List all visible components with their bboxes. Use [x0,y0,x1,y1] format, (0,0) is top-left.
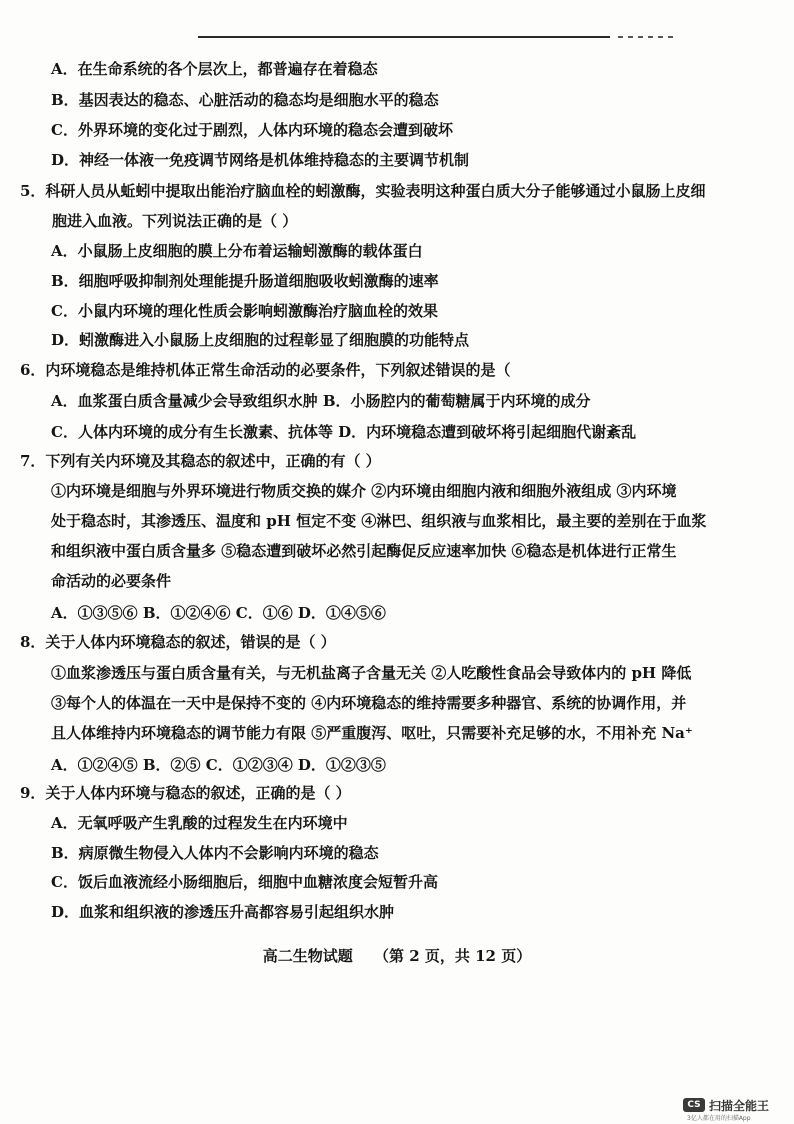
question-9-option-d: D．血浆和组织液的渗透压升高都容易引起组织水肿 [51,903,395,921]
question-9-option-c: C．饭后血液流经小肠细胞后，细胞中血糖浓度会短暂升高 [51,873,438,891]
question-7-options: A．①③⑤⑥ B．①②④⑥ C．①⑥ D．①④⑤⑥ [51,604,386,622]
option-line: C．外界环境的变化过于剧烈，人体内环境的稳态会遭到破坏 [51,121,453,139]
question-7-statements: 和组织液中蛋白质含量多 ⑤稳态遭到破坏必然引起酶促反应速率加快 ⑥稳态是机体进行正常生 [51,542,677,560]
watermark-app-name: 扫描全能王 [709,1099,770,1113]
watermark-tagline: 3亿人都在用的扫描App [687,1115,751,1122]
scanner-watermark [683,1098,787,1122]
question-5-option-d: D．蚓激酶进入小鼠肠上皮细胞的过程彰显了细胞膜的功能特点 [51,331,470,349]
page-footer [0,946,794,966]
question-9-option-b: B．病原微生物侵入人体内不会影响内环境的稳态 [51,844,379,862]
question-7-statements: 处于稳态时，其渗透压、温度和 pH 恒定不变 ④淋巴、组织液与血浆相比，最主要的差别在于血浆 [51,512,707,530]
header-rule-dashes [618,36,678,38]
question-6-options-cd: C．人体内环境的成分有生长激素、抗体等 D．内环境稳态遭到破坏将引起细胞代谢紊乱 [51,423,637,441]
footer-subject: 高二生物试题 [262,947,353,965]
footer-page-number: （第 2 页，共 12 页） [374,947,532,965]
question-7-statements: ①内环境是细胞与外界环境进行物质交换的媒介 ②内环境由细胞内液和细胞外液组成 ③内环境 [51,482,677,500]
question-8-stem: 8．关于人体内环境稳态的叙述，错误的是（ ） [20,633,336,651]
question-8-statements: 且人体维持内环境稳态的调节能力有限 ⑤严重腹泻、呕吐，只需要补充足够的水，不用补充 Na⁺ [51,724,693,742]
header-rule [198,36,610,38]
option-line: D．神经一体液一免疫调节网络是机体维持稳态的主要调节机制 [51,151,470,169]
question-7-stem: 7．下列有关内环境及其稳态的叙述中，正确的有（ ） [20,452,381,470]
question-5-stem: 5．科研人员从蚯蚓中提取出能治疗脑血栓的蚓激酶，实验表明这种蛋白质大分子能够通过小鼠肠上皮细 [20,182,706,200]
camscanner-logo-icon: CS [683,1098,705,1112]
question-5-option-a: A．小鼠肠上皮细胞的膜上分布着运输蚓激酶的载体蛋白 [51,242,423,260]
question-8-options: A．①②④⑤ B．②⑤ C．①②③④ D．①②③⑤ [51,756,386,774]
question-5-option-b: B．细胞呼吸抑制剂处理能提升肠道细胞吸收蚓激酶的速率 [51,272,439,290]
question-9-stem: 9．关于人体内环境与稳态的叙述，正确的是（ ） [20,784,351,802]
option-line: A．在生命系统的各个层次上，都普遍存在着稳态 [51,60,378,78]
question-5-option-c: C．小鼠内环境的理化性质会影响蚓激酶治疗脑血栓的效果 [51,302,438,320]
question-9-option-a: A．无氧呼吸产生乳酸的过程发生在内环境中 [51,814,348,832]
question-8-statements: ③每个人的体温在一天中是保持不变的 ④内环境稳态的维持需要多种器官、系统的协调作用，并 [51,694,687,712]
question-5-stem-cont: 胞进入血液。下列说法正确的是（ ） [52,212,298,230]
question-6-stem: 6．内环境稳态是维持机体正常生命活动的必要条件，下列叙述错误的是（ [20,361,511,379]
question-6-options-ab: A．血浆蛋白质含量减少会导致组织水肿 B．小肠腔内的葡萄糖属于内环境的成分 [51,392,591,410]
option-line: B．基因表达的稳态、心脏活动的稳态均是细胞水平的稳态 [51,91,439,109]
question-8-statements: ①血浆渗透压与蛋白质含量有关，与无机盐离子含量无关 ②人吃酸性食品会导致体内的 pH 降低 [51,664,692,682]
question-7-statements: 命活动的必要条件 [51,572,172,590]
